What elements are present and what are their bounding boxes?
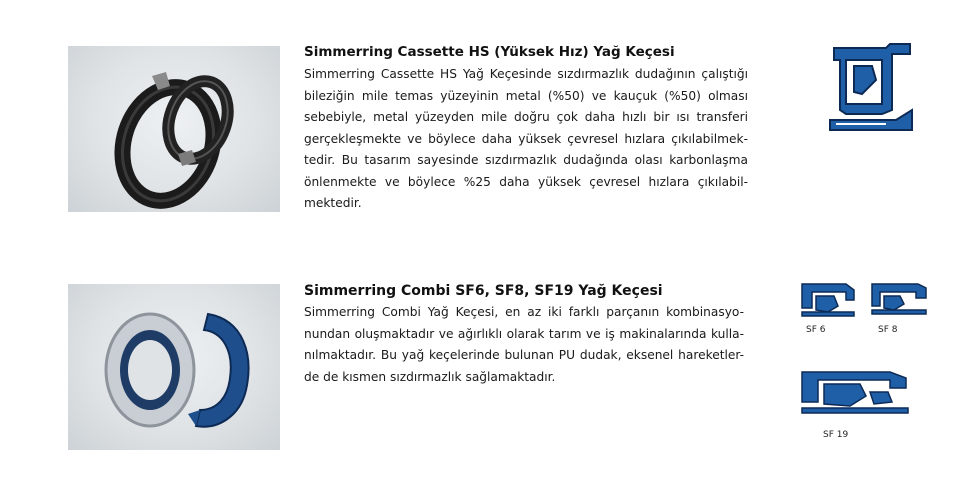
description-line: de de kısmen sızdırmazlık sağlamaktadır.: [304, 369, 556, 384]
combi-seal-photo: [68, 284, 280, 450]
sf19-cross-section: [800, 366, 912, 416]
product-title-combi: Simmerring Combi SF6, SF8, SF19 Yağ Keçesi: [304, 283, 663, 299]
sf8-cross-section: [870, 278, 928, 318]
product-description-cassette-hs: [304, 64, 748, 215]
description-line: nundan oluşmaktadır ve ağırlıklı olarak tarım ve iş makinalarında kulla-: [304, 326, 744, 341]
description-line: tedir. Bu tasarım sayesinde sızdırmazlık dudağında olası karbonlaşma: [304, 153, 748, 167]
cassette-seal-photo: [68, 46, 280, 212]
sf8-label: SF 8: [878, 325, 898, 335]
sf19-label: SF 19: [823, 430, 849, 440]
sf6-label: SF 6: [806, 325, 826, 335]
description-line: Simmerring Combi Yağ Keçesi, en az iki farklı parçanın kombinasyo-: [304, 305, 744, 319]
description-line: bileziğin mile temas yüzeyinin metal (%50) ve kauçuk (%50) olması: [304, 88, 748, 103]
description-line: gerçekleşmekte ve böylece daha yüksek çevresel hızlara çıkılabilmek-: [304, 131, 748, 146]
description-line: nılmaktadır. Bu yağ keçelerinde bulunan PU dudak, eksenel hareketler-: [304, 348, 744, 362]
cassette-hs-cross-section: [826, 40, 916, 136]
description-line: mektedir.: [304, 196, 362, 210]
description-line: Simmerring Cassette HS Yağ Keçesinde sızdırmazlık dudağının çalıştığı: [304, 67, 748, 81]
product-title-cassette-hs: Simmerring Cassette HS (Yüksek Hız) Yağ Keçesi: [304, 44, 675, 60]
sf6-cross-section: [800, 278, 858, 318]
description-line: önlenmekte ve böylece %25 daha yüksek çevresel hızlara çıkılabil-: [304, 174, 748, 189]
product-description-combi: [304, 302, 744, 388]
description-line: sebebiyle, metal yüzeyden mile doğru çok daha hızlı bir ısı transferi: [304, 110, 748, 124]
